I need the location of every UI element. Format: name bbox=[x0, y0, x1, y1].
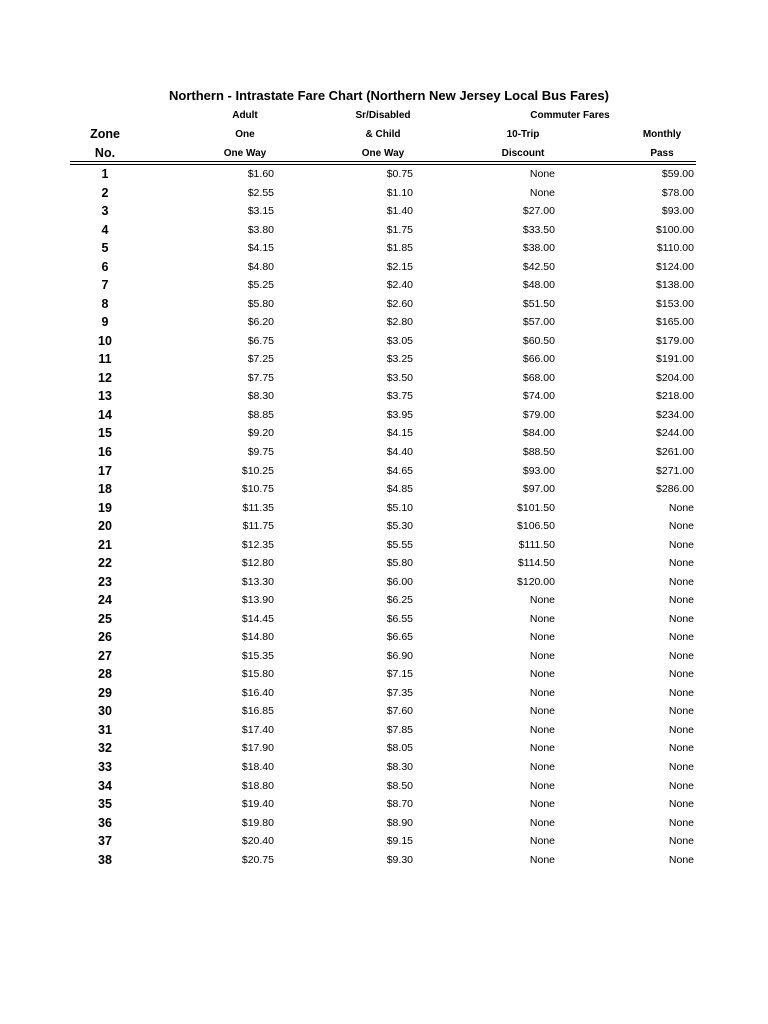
sr-fare-cell: $3.75 bbox=[386, 390, 413, 403]
ten-trip-cell: $84.00 bbox=[522, 427, 555, 440]
ten-trip-cell: None bbox=[529, 668, 555, 681]
adult-header-line1: Adult bbox=[232, 110, 258, 121]
zone-cell: 26 bbox=[98, 630, 112, 645]
monthly-pass-cell: $124.00 bbox=[656, 260, 694, 273]
table-row bbox=[0, 665, 768, 684]
ten-trip-cell: $60.50 bbox=[522, 334, 555, 347]
monthly-pass-cell: $271.00 bbox=[656, 464, 694, 477]
sr-fare-cell: $1.85 bbox=[386, 242, 413, 255]
sr-fare-cell: $8.90 bbox=[386, 816, 413, 829]
table-row bbox=[0, 610, 768, 629]
table-row bbox=[0, 202, 768, 221]
ten-trip-cell: $88.50 bbox=[522, 445, 555, 458]
zone-cell: 3 bbox=[101, 204, 109, 219]
monthly-pass-cell: $165.00 bbox=[656, 316, 694, 329]
monthly-pass-cell: $153.00 bbox=[656, 297, 694, 310]
adult-fare-cell: $18.40 bbox=[241, 761, 274, 773]
table-row bbox=[0, 332, 768, 351]
page-title: Northern - Intrastate Fare Chart (Northern New Jersey Local Bus Fares) bbox=[169, 88, 609, 103]
ten-trip-cell: $42.50 bbox=[522, 260, 555, 273]
ten-trip-cell: $93.00 bbox=[522, 464, 555, 477]
sr-fare-cell: $3.25 bbox=[386, 353, 413, 366]
monthly-pass-cell: None bbox=[668, 649, 694, 662]
sr-header-line3: One Way bbox=[361, 148, 405, 159]
table-row bbox=[0, 295, 768, 314]
zone-header-line2: No. bbox=[94, 146, 116, 160]
monthly-pass-cell: $100.00 bbox=[656, 223, 694, 236]
adult-fare-cell: $10.75 bbox=[241, 483, 274, 496]
zone-cell: 31 bbox=[98, 722, 112, 737]
zone-cell: 4 bbox=[101, 222, 109, 237]
sr-fare-cell: $4.15 bbox=[386, 427, 413, 440]
zone-cell: 11 bbox=[98, 352, 112, 367]
zone-cell: 27 bbox=[98, 648, 112, 663]
zone-cell: 24 bbox=[98, 593, 112, 608]
adult-fare-cell: $6.20 bbox=[247, 316, 274, 329]
zone-cell: 33 bbox=[98, 760, 112, 774]
adult-fare-cell: $9.75 bbox=[247, 445, 274, 458]
ten-trip-cell: $120.00 bbox=[517, 575, 555, 588]
ten-trip-cell: $79.00 bbox=[522, 408, 555, 421]
monthly-pass-cell: None bbox=[668, 723, 694, 736]
adult-fare-cell: $3.15 bbox=[247, 205, 274, 218]
monthly-pass-cell: None bbox=[668, 798, 694, 811]
table-row bbox=[0, 795, 768, 814]
adult-fare-cell: $12.35 bbox=[241, 538, 274, 551]
ten-trip-cell: $33.50 bbox=[522, 223, 555, 236]
ten-trip-cell: None bbox=[529, 742, 555, 755]
sr-fare-cell: $8.50 bbox=[386, 779, 413, 792]
table-row bbox=[0, 684, 768, 703]
ten-trip-cell: None bbox=[529, 816, 555, 829]
ten-trip-cell: $74.00 bbox=[522, 390, 555, 403]
table-row bbox=[0, 424, 768, 443]
table-row bbox=[0, 591, 768, 610]
adult-fare-cell: $11.35 bbox=[242, 501, 274, 514]
adult-fare-cell: $5.80 bbox=[247, 297, 274, 310]
zone-header-line1: Zone bbox=[90, 127, 120, 141]
table-row bbox=[0, 554, 768, 573]
sr-fare-cell: $7.15 bbox=[386, 668, 413, 681]
sr-fare-cell: $6.55 bbox=[386, 612, 413, 625]
sr-fare-cell: $9.30 bbox=[386, 853, 413, 866]
sr-fare-cell: $8.70 bbox=[386, 798, 413, 811]
adult-fare-cell: $18.80 bbox=[241, 779, 274, 792]
adult-fare-cell: $3.80 bbox=[247, 223, 274, 236]
zone-cell: 17 bbox=[98, 463, 112, 478]
table-row bbox=[0, 814, 768, 833]
zone-cell: 28 bbox=[98, 667, 112, 682]
sr-fare-cell: $2.40 bbox=[386, 279, 413, 292]
adult-fare-cell: $16.40 bbox=[241, 686, 274, 699]
sr-fare-cell: $3.05 bbox=[386, 334, 413, 347]
ten-trip-cell: None bbox=[529, 723, 555, 736]
sr-fare-cell: $1.10 bbox=[386, 186, 413, 199]
monthly-pass-cell: None bbox=[668, 761, 694, 773]
adult-fare-cell: $7.75 bbox=[247, 371, 274, 384]
sr-fare-cell: $5.80 bbox=[386, 557, 413, 570]
adult-fare-cell: $12.80 bbox=[241, 557, 274, 570]
ten-trip-cell: $68.00 bbox=[522, 371, 555, 384]
adult-fare-cell: $13.90 bbox=[241, 594, 274, 607]
zone-cell: 25 bbox=[98, 611, 112, 626]
sr-fare-cell: $3.95 bbox=[386, 408, 413, 421]
table-row bbox=[0, 777, 768, 796]
table-row bbox=[0, 536, 768, 555]
table-row bbox=[0, 480, 768, 499]
adult-fare-cell: $20.75 bbox=[241, 853, 274, 866]
table-row bbox=[0, 258, 768, 277]
sr-fare-cell: $6.00 bbox=[386, 575, 413, 588]
ten-trip-cell: None bbox=[529, 186, 555, 199]
ten-trip-cell: None bbox=[529, 853, 555, 866]
monthly-pass-cell: $218.00 bbox=[656, 390, 694, 403]
monthly-pass-cell: $261.00 bbox=[656, 445, 694, 458]
ten-trip-cell: $97.00 bbox=[522, 483, 555, 496]
table-row bbox=[0, 739, 768, 758]
table-row bbox=[0, 721, 768, 740]
adult-fare-cell: $19.40 bbox=[241, 798, 274, 811]
adult-fare-cell: $8.85 bbox=[247, 408, 274, 421]
ten-trip-cell: None bbox=[529, 631, 555, 644]
zone-cell: 23 bbox=[98, 574, 112, 589]
zone-cell: 36 bbox=[98, 815, 112, 830]
adult-fare-cell: $10.25 bbox=[241, 464, 274, 477]
sr-fare-cell: $6.25 bbox=[386, 594, 413, 607]
ten-trip-cell: None bbox=[529, 594, 555, 607]
sr-fare-cell: $5.10 bbox=[386, 501, 413, 514]
adult-fare-cell: $2.55 bbox=[247, 186, 274, 199]
monthly-pass-cell: None bbox=[668, 816, 694, 829]
sr-fare-cell: $7.85 bbox=[386, 723, 413, 736]
sr-fare-cell: $9.15 bbox=[386, 835, 413, 848]
adult-fare-cell: $11.75 bbox=[242, 520, 274, 533]
sr-fare-cell: $4.40 bbox=[386, 445, 413, 458]
adult-fare-cell: $6.75 bbox=[247, 334, 274, 347]
ten-trip-cell: $101.50 bbox=[517, 501, 555, 514]
sr-fare-cell: $2.15 bbox=[386, 260, 413, 273]
adult-fare-cell: $17.40 bbox=[241, 723, 274, 736]
sr-fare-cell: $3.50 bbox=[386, 371, 413, 384]
monthly-pass-cell: $78.00 bbox=[661, 186, 694, 199]
trip-header-line1: 10-Trip bbox=[506, 129, 540, 140]
header-divider-top bbox=[70, 161, 696, 162]
ten-trip-cell: None bbox=[529, 798, 555, 811]
zone-cell: 14 bbox=[98, 407, 112, 422]
adult-fare-cell: $7.25 bbox=[247, 353, 274, 366]
zone-cell: 16 bbox=[98, 444, 112, 459]
ten-trip-cell: $27.00 bbox=[522, 205, 555, 218]
sr-fare-cell: $1.75 bbox=[386, 223, 413, 236]
ten-trip-cell: None bbox=[529, 705, 555, 718]
adult-fare-cell: $1.60 bbox=[247, 168, 274, 180]
zone-cell: 13 bbox=[98, 389, 112, 404]
adult-fare-cell: $5.25 bbox=[247, 279, 274, 292]
zone-cell: 7 bbox=[101, 278, 109, 293]
table-row bbox=[0, 758, 768, 777]
zone-cell: 6 bbox=[101, 259, 109, 274]
adult-header-line3: One Way bbox=[223, 148, 267, 159]
adult-fare-cell: $17.90 bbox=[241, 742, 274, 755]
sr-fare-cell: $2.60 bbox=[386, 297, 413, 310]
adult-fare-cell: $13.30 bbox=[241, 575, 274, 588]
fare-table-body bbox=[0, 165, 768, 869]
ten-trip-cell: None bbox=[529, 612, 555, 625]
zone-cell: 29 bbox=[98, 685, 112, 700]
ten-trip-cell: $111.50 bbox=[518, 538, 555, 551]
commuter-fares-header: Commuter Fares bbox=[530, 110, 610, 121]
table-row bbox=[0, 647, 768, 666]
ten-trip-cell: $66.00 bbox=[522, 353, 555, 366]
ten-trip-cell: $51.50 bbox=[522, 297, 555, 310]
monthly-pass-cell: None bbox=[668, 705, 694, 718]
monthly-pass-cell: None bbox=[668, 501, 694, 514]
monthly-pass-cell: $110.00 bbox=[656, 242, 694, 255]
sr-fare-cell: $4.65 bbox=[386, 464, 413, 477]
sr-fare-cell: $0.75 bbox=[386, 168, 413, 180]
monthly-pass-cell: None bbox=[668, 557, 694, 570]
monthly-pass-cell: None bbox=[668, 853, 694, 866]
ten-trip-cell: None bbox=[529, 835, 555, 848]
monthly-header-line2: Pass bbox=[650, 148, 674, 159]
table-row bbox=[0, 221, 768, 240]
table-row bbox=[0, 462, 768, 481]
monthly-header-line1: Monthly bbox=[642, 129, 682, 140]
monthly-pass-cell: None bbox=[668, 835, 694, 848]
ten-trip-cell: None bbox=[529, 686, 555, 699]
adult-fare-cell: $19.80 bbox=[241, 816, 274, 829]
monthly-pass-cell: None bbox=[668, 594, 694, 607]
monthly-pass-cell: $179.00 bbox=[656, 334, 694, 347]
zone-cell: 38 bbox=[98, 852, 112, 867]
table-row bbox=[0, 832, 768, 851]
table-row bbox=[0, 573, 768, 592]
table-row bbox=[0, 276, 768, 295]
adult-header-line2: One bbox=[235, 129, 255, 140]
monthly-pass-cell: $286.00 bbox=[656, 483, 694, 496]
ten-trip-cell: $114.50 bbox=[517, 557, 555, 570]
zone-cell: 18 bbox=[98, 482, 112, 497]
monthly-pass-cell: $244.00 bbox=[656, 427, 694, 440]
zone-cell: 32 bbox=[98, 741, 112, 756]
adult-fare-cell: $15.35 bbox=[241, 649, 274, 662]
zone-cell: 20 bbox=[98, 519, 112, 534]
sr-fare-cell: $7.60 bbox=[386, 705, 413, 718]
zone-cell: 15 bbox=[98, 426, 112, 441]
sr-fare-cell: $4.85 bbox=[386, 483, 413, 496]
table-row bbox=[0, 499, 768, 518]
table-row bbox=[0, 387, 768, 406]
table-row bbox=[0, 628, 768, 647]
adult-fare-cell: $15.80 bbox=[241, 668, 274, 681]
monthly-pass-cell: None bbox=[668, 575, 694, 588]
adult-fare-cell: $16.85 bbox=[241, 705, 274, 718]
adult-fare-cell: $4.15 bbox=[247, 242, 274, 255]
table-row bbox=[0, 369, 768, 388]
table-row bbox=[0, 406, 768, 425]
table-row bbox=[0, 702, 768, 721]
zone-cell: 1 bbox=[101, 167, 109, 181]
ten-trip-cell: $38.00 bbox=[522, 242, 555, 255]
zone-cell: 5 bbox=[101, 241, 109, 256]
ten-trip-cell: None bbox=[529, 168, 555, 180]
monthly-pass-cell: None bbox=[668, 631, 694, 644]
zone-cell: 8 bbox=[101, 296, 109, 311]
table-row bbox=[0, 350, 768, 369]
zone-cell: 35 bbox=[98, 797, 112, 812]
sr-fare-cell: $6.65 bbox=[386, 631, 413, 644]
zone-cell: 9 bbox=[101, 315, 109, 330]
zone-cell: 22 bbox=[98, 556, 112, 571]
monthly-pass-cell: None bbox=[668, 520, 694, 533]
adult-fare-cell: $4.80 bbox=[247, 260, 274, 273]
zone-cell: 12 bbox=[98, 370, 112, 385]
table-row bbox=[0, 184, 768, 203]
sr-fare-cell: $2.80 bbox=[386, 316, 413, 329]
monthly-pass-cell: $138.00 bbox=[656, 279, 694, 292]
sr-fare-cell: $6.90 bbox=[386, 649, 413, 662]
zone-cell: 19 bbox=[98, 500, 112, 515]
ten-trip-cell: None bbox=[529, 649, 555, 662]
monthly-pass-cell: $93.00 bbox=[661, 205, 694, 218]
monthly-pass-cell: None bbox=[668, 686, 694, 699]
monthly-pass-cell: $59.00 bbox=[661, 168, 694, 180]
monthly-pass-cell: $234.00 bbox=[656, 408, 694, 421]
zone-cell: 34 bbox=[98, 778, 112, 793]
zone-cell: 10 bbox=[98, 333, 112, 348]
table-row bbox=[0, 517, 768, 536]
adult-fare-cell: $8.30 bbox=[247, 390, 274, 403]
ten-trip-cell: $48.00 bbox=[522, 279, 555, 292]
ten-trip-cell: None bbox=[529, 761, 555, 773]
ten-trip-cell: $106.50 bbox=[517, 520, 555, 533]
sr-fare-cell: $5.55 bbox=[386, 538, 413, 551]
sr-fare-cell: $8.30 bbox=[386, 761, 413, 773]
table-row bbox=[0, 443, 768, 462]
sr-header-line1: Sr/Disabled bbox=[355, 110, 411, 121]
zone-cell: 30 bbox=[98, 704, 112, 719]
sr-fare-cell: $5.30 bbox=[386, 520, 413, 533]
zone-cell: 21 bbox=[98, 537, 112, 552]
adult-fare-cell: $20.40 bbox=[241, 835, 274, 848]
table-row bbox=[0, 239, 768, 258]
trip-header-line2: Discount bbox=[501, 148, 545, 159]
monthly-pass-cell: None bbox=[668, 668, 694, 681]
zone-cell: 37 bbox=[98, 834, 112, 849]
ten-trip-cell: $57.00 bbox=[522, 316, 555, 329]
adult-fare-cell: $14.45 bbox=[241, 612, 274, 625]
sr-fare-cell: $1.40 bbox=[386, 205, 413, 218]
monthly-pass-cell: None bbox=[668, 779, 694, 792]
table-row bbox=[0, 851, 768, 870]
monthly-pass-cell: $204.00 bbox=[656, 371, 694, 384]
table-row bbox=[0, 313, 768, 332]
adult-fare-cell: $9.20 bbox=[247, 427, 274, 440]
sr-header-line2: & Child bbox=[365, 129, 401, 140]
sr-fare-cell: $7.35 bbox=[386, 686, 413, 699]
adult-fare-cell: $14.80 bbox=[241, 631, 274, 644]
monthly-pass-cell: None bbox=[668, 538, 694, 551]
sr-fare-cell: $8.05 bbox=[386, 742, 413, 755]
monthly-pass-cell: None bbox=[668, 742, 694, 755]
ten-trip-cell: None bbox=[529, 779, 555, 792]
table-row bbox=[0, 165, 768, 184]
monthly-pass-cell: None bbox=[668, 612, 694, 625]
zone-cell: 2 bbox=[101, 185, 109, 200]
monthly-pass-cell: $191.00 bbox=[656, 353, 694, 366]
